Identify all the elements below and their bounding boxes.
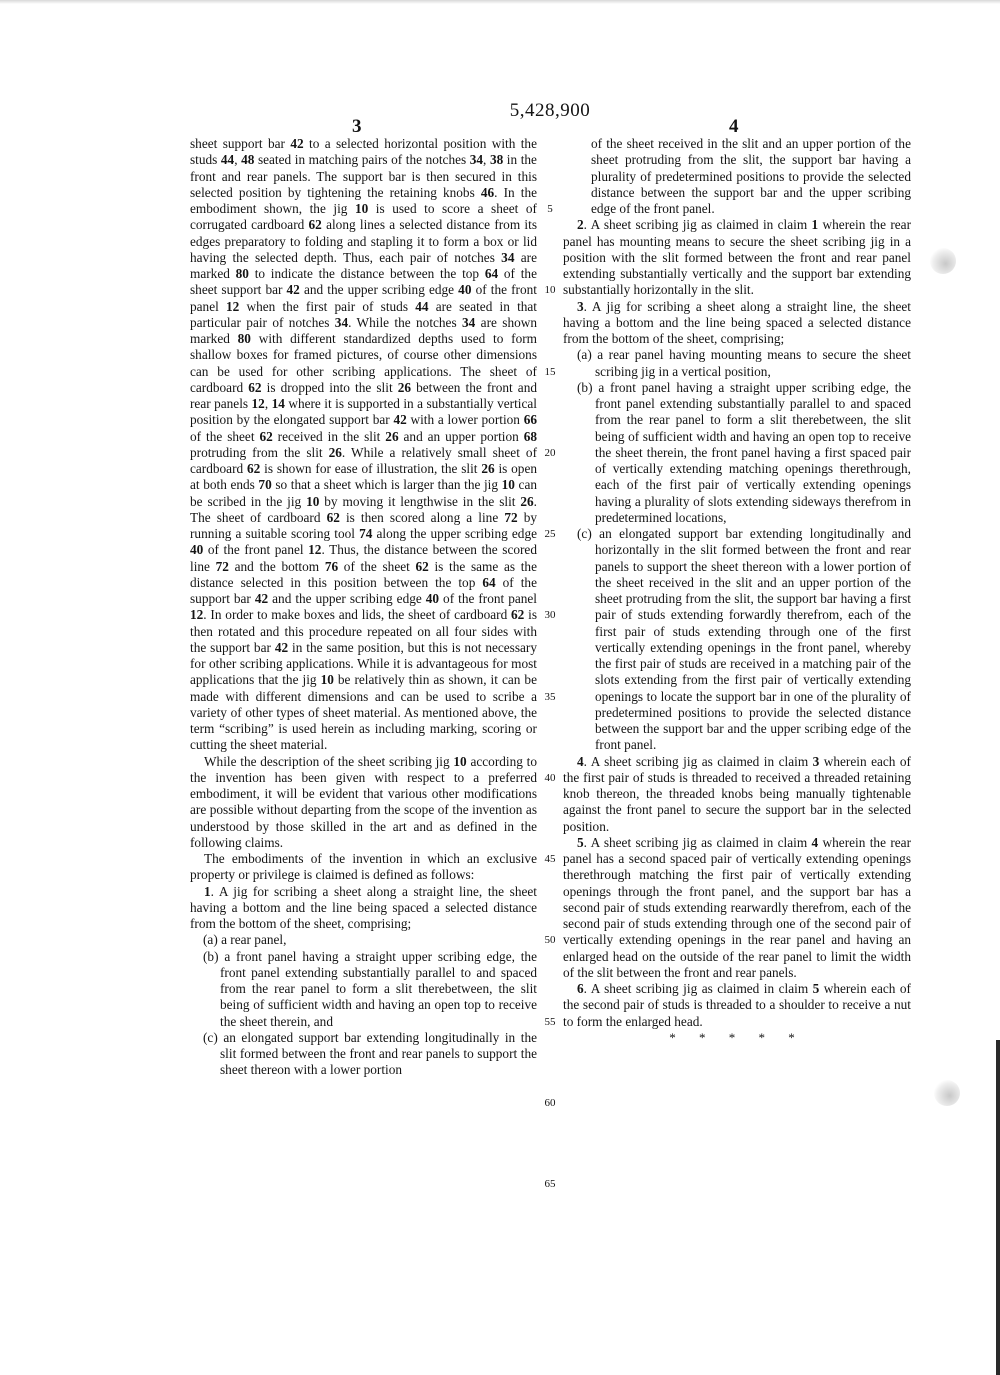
punch-hole-upper <box>930 248 956 274</box>
claim-paragraph: 6. A sheet scribing jig as claimed in claim 5 wherein each of the second pair of studs is threaded to a shoulder to receive a nut to form the enlarged head. <box>563 981 911 1029</box>
claim-element: (a) a rear panel, <box>203 932 287 948</box>
line-number: 65 <box>544 1178 556 1190</box>
line-number: 60 <box>544 1096 556 1109</box>
left-text-column <box>190 136 537 1079</box>
claim-paragraph: 4. A sheet scribing jig as claimed in claim 3 wherein each of the first pair of studs is threaded to received a threaded retaining knob thereon, the threaded knobs being manually tightenable against the front panel to secure the support bar in the selected position. <box>563 753 911 834</box>
patent-number: 5,428,900 <box>509 100 591 121</box>
claim-paragraph: 5. A sheet scribing jig as claimed in claim 4 wherein the rear panel has a second spaced pair of vertically extending openings therethrough matching the first pair of vertically extending openings through the front panel, and the support bar has a second pair of studs extending rearwardly therefrom, each of the second pair of studs extending through one of the second pair of vertically extending openings in the rear panel and having an enlarged head on the outside of the rear panel to limit the width of the slit between the front and rear panels. <box>563 834 911 980</box>
line-number: 30 <box>544 609 556 622</box>
claims-4-6 <box>563 754 911 1030</box>
body-paragraph: 1. A jig for scribing a sheet along a straight line, the sheet having a bottom and the line being spaced a selected distance from the bottom of the sheet, comprising; <box>190 883 537 931</box>
line-number: 35 <box>544 690 556 703</box>
body-paragraph: The embodiments of the invention in which an exclusive property or privilege is claimed is defined as follows: <box>190 851 537 883</box>
claim-element: (c) an elongated support bar extending longitudinally and horizontally in the slit formed between the front and rear panels to support the sheet thereon with a lower portion of the sheet received in the slit and an upper portion of the sheet protruding from the slit, the support bar having a first pair of studs extending forwardly therefrom, each of the first pair of studs extending through one of the first vertically extending openings in the front panel, whereby the first pair of studs are received in a matching pair of the slots extending from the first pair of vertically extending openings to locate the support bar in one of the plurality of predetermined positions to provide the selected distance between the support bar and the upper scribing edge of the front panel. <box>577 526 911 753</box>
line-number: 20 <box>544 446 556 459</box>
line-number: 25 <box>544 528 556 540</box>
claim-paragraph: 2. A sheet scribing jig as claimed in claim 1 wherein the rear panel has mounting means to secure the sheet scribing jig in a position with the slit formed between the front and rear panel extending substantially vertically and the support bar extending substantially horizontally in the slit. <box>563 217 911 298</box>
body-paragraph: While the description of the sheet scribing jig 10 according to the invention has been given with respect to a preferred embodiment, it will be evident that various other modifications are possible without departing from the scope of the invention as understood by those skilled in the art and as defined in the following claims. <box>190 753 537 850</box>
line-number: 40 <box>544 771 556 784</box>
line-number: 45 <box>544 853 556 865</box>
punch-hole-lower <box>934 1080 960 1106</box>
page-number-left: 3 <box>352 116 362 137</box>
line-number: 15 <box>544 365 556 378</box>
body-paragraph: sheet support bar 42 to a selected horizontal position with the studs 44, 48 seated in matching pairs of the notches 34, 38 in the front and rear panels. The support bar is then secured in this selected position by tightening the retaining knobs 46. In the embodiment shown, the jig 10 is used to score a sheet of corrugated cardboard 62 along lines a selected distance from its edges preparatory to folding and stapling it to form a box or lid having the selected depth. Thus, each pair of notches 34 are marked 80 to indicate the distance between the top 64 of the sheet support bar 42 and the upper scribing edge 40 of the front panel 12 when the first pair of studs 44 are seated in that particular pair of notches 34. While the notches 34 are shown marked 80 with different standardized depths used to form shallow boxes for framed pictures, of course other dimensions can be used for other scribing applications. The sheet of cardboard 62 is dropped into the slit 26 between the front and rear panels 12, 14 where it is supported in a substantially vertical position by the elongated support bar 42 with a lower portion 66 of the sheet 62 received in the slit 26 and an upper portion 68 protruding from the slit 26. While a relatively small sheet of cardboard 62 is shown for ease of illustration, the slit 26 is open at both ends 70 so that a sheet which is larger than the jig 10 can be scribed in the jig 10 by moving it lengthwise in the slit 26. The sheet of cardboard 62 is then scored along a line 72 by running a suitable scoring tool 74 along the upper scribing edge 40 of the front panel 12. Thus, the distance between the scored line 72 and the bottom 76 of the sheet 62 is the same as the distance selected in this position between the top 64 of the support bar 42 and the upper scribing edge 40 of the front panel 12. In order to make boxes and lids, the sheet of cardboard 62 is then rotated and this procedure repeated on all four sides with the support bar 42 in the same position, but this is not necessary for other scribing applications. While it is advantageous for most applications that the jig 10 be relatively thin as shown, it can be made with different dimensions and can be used to scribe a variety of other types of sheet material. As mentioned above, the term “scribing” is used herein as including marking, scoring or cutting the sheet material. <box>190 136 538 753</box>
page-number-right: 4 <box>729 116 739 137</box>
line-number: 55 <box>544 1015 556 1028</box>
claim-element: (c) an elongated support bar extending longitudinally in the slit formed between the front and rear panels to support the sheet thereon with a lower portion <box>203 1029 537 1078</box>
claim-1-continuation: of the sheet received in the slit and an upper portion of the sheet protruding from the slit, the support bar having a plurality of predetermined positions to provide the selected distance between the support bar and the upper scribing edge of the front panel. <box>591 136 911 216</box>
line-number: 50 <box>544 934 556 947</box>
left-paragraphs <box>190 136 537 932</box>
right-text-column <box>563 136 911 1046</box>
claim-1-elements <box>190 932 537 1078</box>
scan-right-edge <box>996 1040 1000 1375</box>
claim-element: (a) a rear panel having mounting means to secure the sheet scribing jig in a vertical position, <box>577 347 911 379</box>
claim-element: (b) a front panel having a straight upper scribing edge, the front panel extending substantially parallel to and spaced from the rear panel to form a slit therebetween, the slit being of sufficient width and having an open top to receive the sheet therein, the front panel having a first spaced pair of vertically extending matching openings therethrough, each of the first pair of vertically extending openings having a plurality of slots extending sideways therefrom in predetermined locations, <box>577 379 911 525</box>
line-number: 5 <box>547 203 553 215</box>
claim-element: (b) a front panel having a straight upper scribing edge, the front panel extending substantially parallel to and spaced from the rear panel to form a slit therebetween, the slit being of sufficient width and having an open top to receive the sheet therein, and <box>203 948 537 1029</box>
claim-paragraph: 3. A jig for scribing a sheet along a straight line, the sheet having a bottom and the line being spaced a selected distance from the bottom of the sheet, comprising; <box>563 298 911 346</box>
line-number: 10 <box>544 284 556 297</box>
claim-3-elements <box>563 347 911 753</box>
claims-2-3 <box>563 217 911 347</box>
end-of-document-mark: * * * * * <box>669 1029 805 1045</box>
scan-top-edge <box>0 0 1000 4</box>
